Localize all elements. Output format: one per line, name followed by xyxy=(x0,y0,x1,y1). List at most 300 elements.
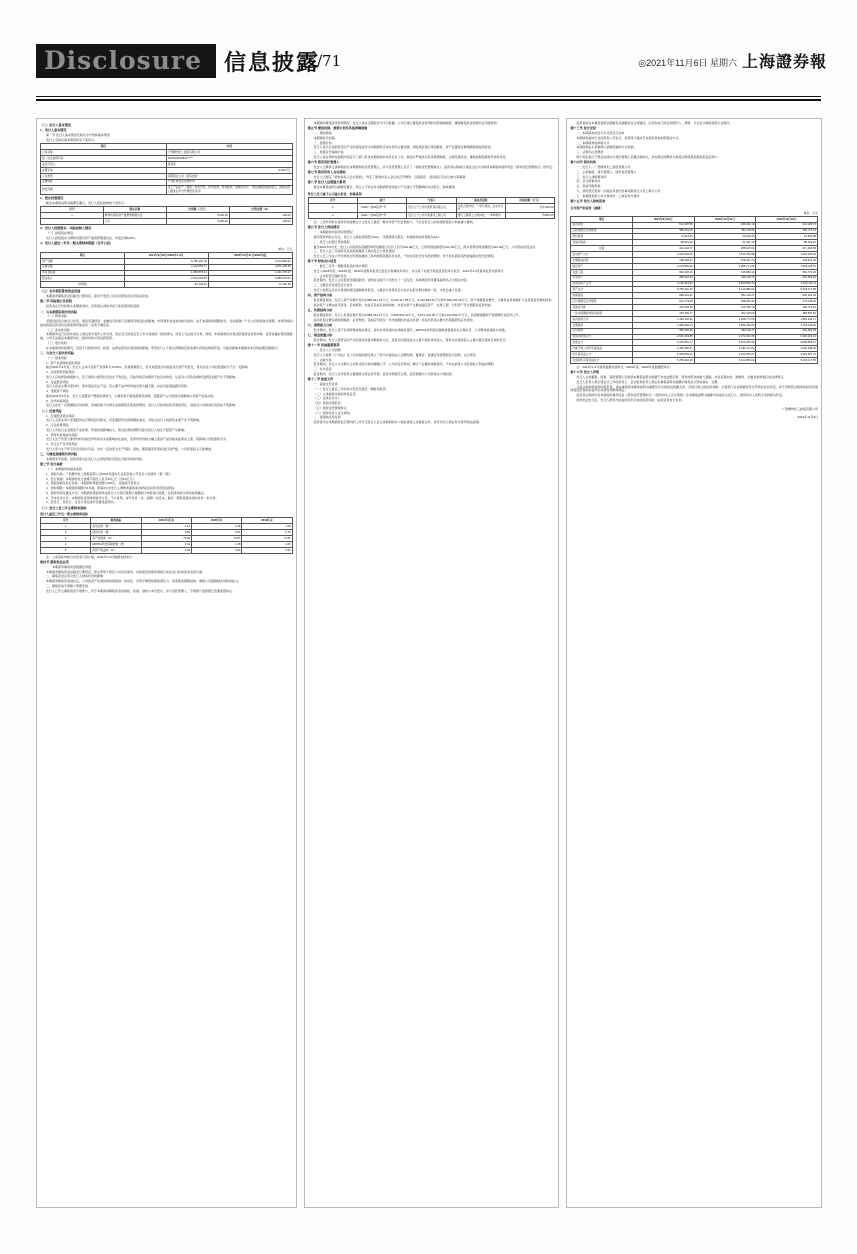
table-caption: 发行人及下属子公司重大诉讼、仲裁事项 xyxy=(307,192,362,197)
section-heading: 3、发行人控股股东、实际控制人情况 xyxy=(40,226,92,231)
table-cell: 注册资本 xyxy=(41,167,167,173)
body-paragraph: 发行人应收账款规模较大，若下游客户经营状况发生不利变化，可能导致应收账款不能及时收回，从而对公司资金周转及经营业绩产生不利影响。 xyxy=(46,374,239,379)
body-paragraph: 本期债券募集资金到位后，公司的资产负债结构将得到进一步优化，有利于降低短期偿债压力，改善债务期限结构，增强公司抵御财务风险的能力。 xyxy=(46,579,242,584)
body-paragraph: 注：上表所列诉讼案件涉案金额合计占发行人最近一期末净资产的比例较小，不会对发行人的持续经营能力构成重大影响。 xyxy=(313,220,476,225)
body-paragraph: （一）财务风险 xyxy=(46,355,68,360)
table-cell: 2 xyxy=(41,530,91,536)
issuer-basic-table xyxy=(40,143,293,194)
body-paragraph: 三、主要会计政策及会计估计 xyxy=(313,283,353,288)
table-cell: （2021）桂02民初**号 xyxy=(357,213,406,219)
table-cell: 455,210.33 xyxy=(633,275,695,281)
table-cell: 负债总额 xyxy=(41,264,125,270)
table-caption: 合并资产负债表（摘要） xyxy=(570,205,604,210)
table-cell: 固定资产 xyxy=(571,263,633,269)
table-cell: 负债和所有者权益总计 xyxy=(571,358,633,364)
table-caption: 发行人最近三年及一期主要财务指标 xyxy=(40,512,89,517)
table-cell: 1,422,006.44 xyxy=(756,252,818,258)
body-paragraph: 三、对外投资 xyxy=(313,367,332,372)
table-cell: 61,553.08 xyxy=(756,234,818,240)
body-paragraph: 发行人部分生产环节涉及危险化学品，存在一定的安全生产风险；同时，随着国家环保标准日趋严格，公司环保投入可能增加。 xyxy=(46,446,215,451)
body-paragraph: （三）法律意见书； xyxy=(313,396,341,401)
body-paragraph: 发行人负责人和主管会计工作的负责人、会计机构负责人保证本募集说明书摘要中财务会计资料真实、完整。 xyxy=(576,379,721,384)
table-cell: 72.87 xyxy=(191,536,241,542)
table-header-cell: 2021年9月末 xyxy=(141,518,191,524)
table-cell: 发行人子公司与某建设工程公司 xyxy=(407,213,456,219)
table-cell: 2,286,510.03 xyxy=(208,276,292,282)
body-paragraph: 三、发行人近三年债券及其他债务融资工具的发行与偿付情况 xyxy=(313,249,395,254)
table-cell: 2,640,434.85 xyxy=(633,334,695,340)
body-paragraph: 投资者认购或持有本期债券视作同意《债券受托管理协议》《债券持有人会议规则》及本募集说明书摘要中其他有关发行人、债券持有人权利义务的相关约定。 xyxy=(576,393,785,398)
table-cell: 441,028.73 xyxy=(756,222,818,228)
table-cell: 62,148.92 xyxy=(124,282,208,288)
table-cell: 388,550.62 xyxy=(756,310,818,316)
table-unit-note: 单位：万元 xyxy=(278,246,293,251)
table-cell: 3,610,111.41 xyxy=(756,281,818,287)
body-paragraph: 2、应收账款回收风险 xyxy=(46,370,75,375)
table-cell: 应付票据及应付账款 xyxy=(571,299,633,305)
table-header-cell: 2020年12月31日/2020年度 xyxy=(208,252,292,258)
table-cell: 1,333,567.73 xyxy=(756,352,818,358)
section-heading: 第八节 发行人近期重大事项 xyxy=(307,180,346,185)
table-cell: 流动负债合计 xyxy=(571,316,633,322)
section-heading: 一、与本期债券相关的风险 xyxy=(40,309,78,314)
table-cell: 1,180,114.62 xyxy=(694,346,756,352)
table-cell: 5,000.00 xyxy=(166,219,229,225)
table-cell: 312,445.70 xyxy=(694,305,756,311)
body-paragraph: 发行人主营业务与宏观经济运行情况密切相关，若宏观经济出现周期性波动，可能对发行人的经营业绩产生不利影响。 xyxy=(46,418,203,423)
section-heading: 1、发行人基本情况 xyxy=(40,127,67,132)
section-heading: 三、与增信措施相关的风险 xyxy=(40,452,78,456)
body-paragraph: 截至本募集说明书摘要签署日，发行人不存在对本期债券偿付能力产生重大不利影响的未决诉讼、仲裁事项。 xyxy=(313,185,458,190)
body-paragraph: （二）主承销商出具的核查意见； xyxy=(313,391,359,396)
table-cell: 1.05 xyxy=(242,524,292,530)
body-paragraph: 二、主承销商、簿记管理人、债券受托管理人 xyxy=(576,169,637,174)
table-header-cell: 项目 xyxy=(41,252,125,258)
section-heading: （二）发行人基本情况 xyxy=(40,122,71,127)
body-paragraph: 二、合并报表范围的变化 xyxy=(313,273,347,278)
table-header-cell: 出资比例（%） xyxy=(229,207,292,213)
signature-line: 广西柳州化工控股有限公司 xyxy=(782,406,819,411)
table-header-cell: 当事人 xyxy=(407,198,456,204)
table-cell: 在建工程 xyxy=(571,269,633,275)
table-cell: 425,330.77 xyxy=(633,310,695,316)
table-cell: 广西柳州化工控股有限公司 xyxy=(166,150,292,156)
table-cell: 3,871,206.35 xyxy=(694,340,756,346)
table-cell: 公司名称 xyxy=(41,150,167,156)
table-cell: 5,786,432.18 xyxy=(633,358,695,364)
section-heading: 二、与发行人相关的风险 xyxy=(40,350,75,355)
table-cell: EBITDA利息保障倍数（倍） xyxy=(91,542,141,548)
masthead-page-number: /71 xyxy=(317,52,342,70)
body-paragraph: 报告期各期末，发行人资产总额分别为4,885,621.33万元、5,032,117.85万元、5,312,884.62万元和5,786,432.18万元，资产规模稳步增长，主要系业务规模扩大及项目投资增加所致。 xyxy=(313,298,555,303)
section-heading: 第三节 发行条款 xyxy=(40,462,63,467)
body-paragraph: 投资者如对本募集说明书摘要及其摘要存在任何疑问，应咨询自己的证券经纪人、律师、专业会计师或其他专业顾问。 xyxy=(576,121,733,125)
table-cell: 402,118.09 xyxy=(694,310,756,316)
table-cell: 288,615.04 xyxy=(694,246,756,252)
table-cell: 5,000.00 xyxy=(166,213,229,219)
section-heading: 第十六节 发行人声明 xyxy=(570,370,600,375)
body-paragraph: 注：2021年1-9月财务数据未经审计，2019年度、2020年度数据经审计。 xyxy=(576,364,673,369)
table-cell: 2,472,431.80 xyxy=(694,334,756,340)
table-cell: 100.00 xyxy=(229,213,292,219)
table-cell: 100.00 xyxy=(229,219,292,225)
body-paragraph: 一、增信机制 xyxy=(313,131,332,136)
table-cell: 资产负债率（%） xyxy=(91,536,141,542)
table-cell: 张某某 xyxy=(166,161,292,167)
body-paragraph: 截至本募集说明书摘要签署日，发行人股权结构如下表所示： xyxy=(46,200,128,205)
table-cell: 法定代表人 xyxy=(41,161,167,167)
body-paragraph: 凡欲认购本期债券的投资者，请认真阅读本募集说明书摘要及有关的信息披露文件，并进行独立的投资判断。主管部门对本期债券发行所作的任何决定，均不表明其对债券的投资价值或者投资者的收益作出实质性判断或保证。 xyxy=(570,384,819,393)
table-cell: 168,330.12 xyxy=(633,257,695,263)
body-paragraph: 本期债券无担保，投资者需关注发行人自身信用状况变化可能带来的风险。 xyxy=(46,456,146,461)
table-cell: 5,312,884.62 xyxy=(694,358,756,364)
body-paragraph: 受国民经济总体运行状况、国家宏观经济、金融货币政策以及国际环境变化的影响，市场利率存在波动的可能性。由于本期债券期限较长，可能跨越一个以上的利率波动周期，市场利率的波动将使投资者持有的债券价值具有一定的不确定性。 xyxy=(40,319,293,327)
table-cell: 4,102,553.77 xyxy=(124,264,208,270)
section-heading: 第二节 风险提示及说明 xyxy=(40,299,72,304)
table-cell: 560,774.26 xyxy=(756,269,818,275)
table-cell: 72,914.66 xyxy=(633,234,695,240)
table-cell: 1,986,220.14 xyxy=(633,322,695,328)
body-paragraph: 本期债券面向专业投资者公开发行，采用网下面向专业投资者询价配售的方式。 xyxy=(576,135,682,140)
table-row xyxy=(41,282,293,288)
body-paragraph: （二）流动性风险 xyxy=(46,327,71,332)
body-paragraph: 发行人名称及基本情况详见下表所示： xyxy=(46,137,98,142)
body-paragraph: 报告期内，发行人合并报表范围因新设、收购及注销子公司发生了一定变化，具体情况详见募集说明书正文相关内容。 xyxy=(313,278,470,283)
body-paragraph: 发行人2018年度、2019年度、2020年度财务报表已经会计师事务所审计，并出具了标准无保留意见的审计报告；2021年1-9月财务报表未经审计。 xyxy=(313,268,507,273)
table-cell: 存货 xyxy=(571,246,633,252)
table-cell: 5,312,884.62 xyxy=(208,258,292,264)
table-cell: 1,760,118.40 xyxy=(756,322,818,328)
table-cell: 长期借款 xyxy=(571,322,633,328)
table-cell: 1,441,678.27 xyxy=(208,270,292,276)
table-cell: 营业收入 xyxy=(41,276,125,282)
table-cell: 470,118.25 xyxy=(756,299,818,305)
body-paragraph: 7、起息日、付息日、兑付日等安排详见募集说明书。 xyxy=(46,500,117,505)
body-paragraph: （一）发行人最近三年的审计报告及最近一期财务报表； xyxy=(313,386,389,391)
section-heading: 六、偿债能力分析 xyxy=(307,322,333,327)
table-row xyxy=(41,547,293,553)
body-paragraph: 1、宏观经济波动风险 xyxy=(46,413,75,418)
table-cell: 155,204.73 xyxy=(694,257,756,263)
section-heading: 第五节 增信机制、偿债计划及其他保障措施 xyxy=(307,126,368,131)
table-header-cell: 案由及进展 xyxy=(456,198,505,204)
table-cell: 1 xyxy=(41,524,91,530)
table-cell: 3.69 xyxy=(141,547,191,553)
table-cell: 约1,250.00 xyxy=(505,204,554,213)
table-cell: 512,774.08 xyxy=(633,299,695,305)
body-paragraph: 一、发行人：广西柳州化工控股有限公司 xyxy=(576,165,631,170)
table-row xyxy=(571,358,818,364)
body-paragraph: 发行人将以日常经营活动产生的现金流作为本期债券还本付息的主要来源，同时通过银行授信额度、资产处置等多种渠道筹措偿债资金。 xyxy=(313,145,494,150)
table-cell: 资产总额 xyxy=(41,258,125,264)
table-cell: 柳州市国有资产监督管理委员会 xyxy=(103,213,166,219)
table-cell: 71,206.48 xyxy=(208,282,292,288)
table-cell: 1 xyxy=(41,213,104,219)
table-cell: 1.08 xyxy=(191,524,241,530)
table-cell: 流动比率（倍） xyxy=(91,524,141,530)
table-header-cell: 2021年9月30日/2021年1-9月 xyxy=(124,252,208,258)
table-cell: 1,683,878.41 xyxy=(124,270,208,276)
column-3 xyxy=(566,118,822,1208)
body-paragraph: 本期债券无担保。 xyxy=(313,135,338,140)
body-paragraph: 流动资产主要由货币资金、应收账款、存货及其他应收款构成；非流动资产主要由固定资产、在建工程、无形资产及长期股权投资构成。 xyxy=(313,302,494,307)
table-cell: 其他应付款 xyxy=(571,305,633,311)
table-cell: 买卖合同纠纷，一审已判决，正在执行中 xyxy=(456,204,505,213)
section-heading: 第六节 债券受托管理人 xyxy=(307,160,340,165)
table-cell: 预付款项 xyxy=(571,234,633,240)
table-cell: 688,204.31 xyxy=(633,293,695,299)
table-cell: 应付债券 xyxy=(571,328,633,334)
table-cell: 3,800,553.74 xyxy=(694,281,756,287)
body-paragraph: 发行人已聘请主承销商担任本期债券的受托管理人，并与受托管理人签订了《债券受托管理协议》。投资者认购或以其他合法方式取得本期债券视作同意《债券受托管理协议》的约定。 xyxy=(313,165,556,170)
table-cell: 5,032,117.85 xyxy=(756,287,818,293)
table-cell: 486,330.25 xyxy=(633,328,695,334)
table-cell: 682,445.19 xyxy=(633,269,695,275)
body-paragraph: 发行人已开立募集资金专项账户，用于本期债券募集资金的接收、存储、划转与本息偿付，并与受托管理人、专项账户监管银行签署监管协议。 xyxy=(46,588,236,593)
table-cell: 98,551.20 xyxy=(633,240,695,246)
table-cell: 经营范围 xyxy=(41,185,167,194)
table-cell: 4,146,313.93 xyxy=(633,281,695,287)
table-cell: 1,441,678.27 xyxy=(694,352,756,358)
body-paragraph: 三、募集资金专项账户管理安排 xyxy=(46,583,89,588)
table-cell: 436,118.72 xyxy=(694,275,756,281)
body-paragraph: 一、本期债券募集资金规模及用途 xyxy=(46,564,92,569)
body-paragraph: 投资者在评价和购买本期债券时，应特别认真地考虑下述各项风险因素： xyxy=(46,304,143,309)
body-paragraph: 本期债券募集资金使用情况，发行人将在定期报告中予以披露。公司已建立募集资金使用的内部控制制度，确保募集资金按照约定用途使用。 xyxy=(313,121,500,125)
table-cell: 2.05 xyxy=(242,542,292,548)
table-row xyxy=(308,213,555,219)
table-cell: 640,332.06 xyxy=(756,293,818,299)
table-cell: 归属于母公司所有者权益 xyxy=(571,346,633,352)
table-cell: 净利润 xyxy=(41,282,125,288)
table-header-cell: 股东名称 xyxy=(103,207,166,213)
table-cell: 资产总计 xyxy=(571,287,633,293)
body-paragraph: 投资者可在本期债券发行期内的工作日至发行人及主承销商的办公地址查阅上述备查文件，亦可访问上海证券交易所网站查阅。 xyxy=(313,420,482,425)
table-cell: 负债合计 xyxy=(571,340,633,346)
body-paragraph: 5、债券利率及确定方式：本期债券票面利率由发行人与簿记管理人根据网下询价簿记结果，在利率询价区间内协商确定。 xyxy=(46,490,207,495)
table-cell: 460,118.77 xyxy=(694,328,756,334)
body-paragraph: 6、还本付息方式：本期债券采用单利按年计息，不计复利，每年付息一次，到期一次还本，最后一期利息随本金的兑付一起支付。 xyxy=(46,495,219,500)
body-paragraph: 报告期内，发行人资产负债率整体保持稳定，流动比率和速动比率略有提升，EBITDA对利息的保障倍数保持在合理水平，公司整体偿债能力较强。 xyxy=(313,327,508,332)
table-cell: 所有者权益合计 xyxy=(571,352,633,358)
section-heading: 四、资产结构分析 xyxy=(307,293,333,298)
body-paragraph: （一）利率风险 xyxy=(46,314,68,319)
masthead-divider-top xyxy=(36,96,821,97)
body-paragraph: 发行人存在一定规模的对外担保，若被担保方出现无法按期偿还债务的情况，发行人可能承担连带清偿责任，进而对公司财务状况造成不利影响。 xyxy=(46,403,239,408)
table-cell: 1,462,118.92 xyxy=(633,316,695,322)
table-cell: 1.12 xyxy=(141,524,191,530)
section-heading: 五、负债结构分析 xyxy=(307,308,333,313)
section-heading: 第十一节 其他重要事项 xyxy=(307,343,340,348)
body-paragraph: 发行人全体董事、监事、高级管理人员承诺本募集说明书摘要不存在虚假记载、误导性陈述或重大遗漏，并对其真实性、准确性、完整性承担相应的法律责任。 xyxy=(576,375,787,380)
table-cell: 注册地址 xyxy=(41,179,167,185)
table-cell: 非流动资产合计 xyxy=(571,281,633,287)
body-paragraph: 2、发行规模：本期债券发行规模不超过人民币10亿元（含10亿元）。 xyxy=(46,476,137,481)
table-cell: 4 xyxy=(41,542,91,548)
table-cell: 420,550.18 xyxy=(756,275,818,281)
table-cell: 1,683,878.41 xyxy=(633,352,695,358)
table-cell: 1,386,550.21 xyxy=(633,346,695,352)
table-cell: 货币资金 xyxy=(571,222,633,228)
table-header-cell: 2019年末 xyxy=(242,518,292,524)
column-1 xyxy=(36,118,297,1208)
body-paragraph: 3、原材料价格波动风险 xyxy=(46,432,78,437)
table-cell: 330,774.12 xyxy=(756,228,818,234)
table-header-cell: 财务指标 xyxy=(91,518,141,524)
body-paragraph: 发行人生产所需主要原材料价格受市场供求关系影响存在波动，若原材料价格大幅上涨而产品价格未能同步上涨，将影响公司的盈利水平。 xyxy=(46,437,230,442)
table-cell: 一年内到期的非流动负债 xyxy=(571,310,633,316)
financial-summary-table xyxy=(40,252,293,288)
body-paragraph: 4、安全生产及环保风险 xyxy=(46,442,78,446)
table-cell: 4.52 xyxy=(242,547,292,553)
table-cell xyxy=(41,219,104,225)
body-paragraph: 网下投资者应于规定时间内与簿记管理人签署认购协议，并在规定的缴款日前将认购款项足额划至指定账户。 xyxy=(576,154,721,159)
table-cell: 2.31 xyxy=(141,542,191,548)
section-heading: 2、股东持股情况 xyxy=(40,195,64,200)
table-cell: 5,000万元 xyxy=(166,167,292,173)
table-cell: 3,698,550.12 xyxy=(756,340,818,346)
table-cell: 652,118.47 xyxy=(694,293,756,299)
table-cell: 非流动负债合计 xyxy=(571,334,633,340)
table-cell: 440,552.33 xyxy=(756,328,818,334)
section-heading: 第四节 募集资金运用 xyxy=(40,560,69,565)
body-paragraph: 二、查阅地点及时间 xyxy=(313,415,341,420)
body-paragraph: 报告期内，发行人与关联方之间发生的交易均遵循公平、公允的定价原则，履行了必要的审批程序，不存在损害公司及债权人利益的情形。 xyxy=(313,362,497,367)
table-cell: 统一社会信用代码 xyxy=(41,156,167,162)
section-heading: 第十二节 备查文件 xyxy=(307,377,334,382)
table-header-cell: 序号 xyxy=(41,207,104,213)
body-paragraph: 本期债券由主承销商以余额包销的方式承销。 xyxy=(576,145,637,150)
table-cell: 3,871,206.35 xyxy=(208,264,292,270)
body-paragraph: 注：上述指标均按合并报表口径计算，2021年1-9月数据未经审计。 xyxy=(46,554,136,559)
table-cell: 公司类型 xyxy=(41,173,167,179)
table-cell: 88,206.91 xyxy=(756,240,818,246)
balance-sheet-table xyxy=(570,216,818,364)
masthead-chinese-title: 信息披露 xyxy=(224,50,321,76)
article-columns xyxy=(36,118,822,1208)
body-paragraph: 3、票面金额及发行价格：本期债券票面金额为100元，按面值平价发行。 xyxy=(46,481,143,486)
table-cell: 0.81 xyxy=(191,530,241,536)
table-cell: 4,102,553.77 xyxy=(633,340,695,346)
table-cell: 5,786,432.18 xyxy=(633,287,695,293)
signature-line: 2021年11月5日 xyxy=(797,414,819,419)
table-cell: 0.79 xyxy=(242,530,292,536)
table-header-cell: 项目 xyxy=(571,216,633,222)
body-paragraph: 五、资信评级机构 xyxy=(576,184,601,189)
table-cell: （2020）桂02民初**号 xyxy=(357,204,406,213)
section-heading: 第七节 债券持有人会议规则 xyxy=(307,170,346,175)
table-cell: 1,640,118.25 xyxy=(633,252,695,258)
body-paragraph: 本期债券募集资金扣除发行费用后，拟用于偿还公司有息债务及补充流动资金。 xyxy=(46,294,152,299)
body-paragraph: 三、发行人律师事务所 xyxy=(576,174,607,179)
body-paragraph: 一、本期债券的信用评级情况 xyxy=(313,230,353,235)
body-paragraph: 截至2021年9月末，发行人受限资产账面价值较大，主要系用于借款抵押及质押，受限资产占比较高可能影响公司资产的流动性。 xyxy=(46,393,217,398)
body-paragraph: 报告期内，发行人经营活动产生的现金流量净额保持为正，投资活动现金流出主要为项目建设投入，筹资活动现金流入主要为银行借款及债券发行。 xyxy=(313,338,509,343)
body-paragraph: （六）债券持有人会议规则。 xyxy=(313,410,353,415)
masthead-paper-logo: 上海證券報 xyxy=(741,52,827,71)
table-header-cell: 案号 xyxy=(357,198,406,204)
table-cell: 应收票据及应收账款 xyxy=(571,228,633,234)
body-paragraph: 发行人按照企业会计准则的规定编制财务报表，主要会计政策及会计估计在报告期内保持一致，未发生重大变更。 xyxy=(313,287,464,292)
body-paragraph: 发行人已制定《债券持有人会议规则》，约定了债券持有人会议的召开情形、召集程序、表决程序及决议效力等事项。 xyxy=(313,175,469,180)
body-paragraph: 流动负债主要包括短期借款、应付账款、其他应付款及一年内到期的非流动负债；非流动负债主要为长期借款和应付债券。 xyxy=(313,317,476,322)
table-cell: 短期借款 xyxy=(571,293,633,299)
table-cell: 净资产收益率（%） xyxy=(91,547,141,553)
table-unit-note: 单位：万元 xyxy=(803,210,819,215)
table-header-cell: 项目 xyxy=(41,144,167,150)
body-paragraph: （一）本期债券的基本条款 xyxy=(46,467,83,472)
table-cell: 化工产品生产、销售；技术开发、技术咨询、技术服务；货物进出口；（依法须经批准的项目，经相关部门批准后方可开展经营活动） xyxy=(166,185,292,194)
body-paragraph: 二、发行人的银行授信情况 xyxy=(313,239,350,244)
table-header-cell: 2020年12月31日 xyxy=(694,216,756,222)
table-header-cell: 2019年12月31日 xyxy=(756,216,818,222)
section-heading: 第十三节 发行安排 xyxy=(570,126,596,131)
table-cell: 305,774.19 xyxy=(756,305,818,311)
table-header-cell: 序号 xyxy=(41,518,91,524)
table-cell: 其他应收款 xyxy=(571,240,633,246)
section-heading: 4、发行人最近一年及一期主要财务数据（合并口径） xyxy=(40,240,113,245)
table-cell: 3 xyxy=(41,536,91,542)
table-cell: 5,032,117.85 xyxy=(756,358,818,364)
section-heading: 第九节 发行人资信情况 xyxy=(307,225,340,230)
table-cell: 长期股权投资 xyxy=(571,257,633,263)
table-cell: 所有者权益 xyxy=(41,270,125,276)
table-cell: 4.94 xyxy=(191,547,241,553)
body-paragraph: 4、债券期限：本期债券期限为3年期，附第2年末发行人调整票面利率选择权及投资者回售选择权。 xyxy=(46,486,178,491)
table-cell: 无形资产 xyxy=(571,275,633,281)
body-paragraph: 1、债券名称：广西柳州化工控股有限公司2021年面向专业投资者公开发行公司债券（第一期）。 xyxy=(46,471,173,476)
table-cell: 70.90 xyxy=(141,536,191,542)
body-paragraph: 经评级机构综合评定，发行人主体信用等级为AA+，评级展望为稳定；本期债券信用等级为AA+。 xyxy=(313,235,443,239)
body-paragraph: 一、备查文件目录 xyxy=(313,382,338,387)
table-header-cell: 2020年末 xyxy=(191,518,241,524)
table-header-cell: 内容 xyxy=(166,144,292,150)
table-cell: 486,332.19 xyxy=(694,222,756,228)
table-cell: 建设工程施工合同纠纷，一审审理中 xyxy=(456,213,505,219)
body-paragraph: （四）资信评级报告； xyxy=(313,401,344,406)
table-cell: 91450200198477**** xyxy=(166,156,292,162)
body-paragraph: 发行人近三年在公开市场发行的债务融资工具均按期足额兑付本息，不存在延迟支付本息的情形，亦不存在债务违约或逾期未偿还的情况。 xyxy=(313,254,497,258)
body-paragraph: 三、偿债应急保障方案 xyxy=(313,150,344,155)
section-heading: 七、现金流量分析 xyxy=(307,333,333,338)
table-cell: 流动资产合计 xyxy=(571,252,633,258)
table-row xyxy=(41,185,293,194)
table-cell: 1,398,774.55 xyxy=(694,316,756,322)
body-paragraph: 发行人已按照《公司法》及公司章程的规定建立了较为完善的法人治理结构，董事会、监事会及经理层各司其职，运行规范。 xyxy=(313,352,479,357)
body-paragraph: 债券依法发行后，发行人经营与收益的变化引致的投资风险，由投资者自行负责。 xyxy=(576,397,685,402)
body-paragraph: 二、本期债券的承销方式 xyxy=(576,140,610,145)
table-cell: 2,346,219.41 xyxy=(756,334,818,340)
body-paragraph: 第一节 发行人基本情况及相关中介机构基本情况 xyxy=(46,132,110,137)
table-cell: 5,786,432.18 xyxy=(124,258,208,264)
section-heading: （二）经营风险 xyxy=(40,408,62,413)
table-cell: 0.86 xyxy=(141,530,191,536)
table-cell: 1,092,338.40 xyxy=(756,346,818,352)
body-paragraph: （一）控股股东情况 xyxy=(46,230,74,235)
column-2 xyxy=(304,118,560,1208)
table-cell: 5 xyxy=(41,547,91,553)
table-cell: 2,210,556.80 xyxy=(633,263,695,269)
body-paragraph: 二、募集资金运用对发行人财务状况的影响 xyxy=(46,574,104,579)
body-paragraph: 七、本期债券拟上市交易场所：上海证券交易所 xyxy=(576,193,640,198)
table-cell: 广西壮族自治区柳州市 xyxy=(166,179,292,185)
table-cell: 1,852,330.66 xyxy=(694,322,756,328)
indicator-table xyxy=(40,517,293,553)
table-cell: 66,208.35 xyxy=(694,234,756,240)
masthead-disclosure-word: Disclosure xyxy=(44,46,202,75)
table-cell: 速动比率（倍） xyxy=(91,530,141,536)
body-paragraph: 一、本期债券的发行方式及发行对象 xyxy=(576,131,625,136)
